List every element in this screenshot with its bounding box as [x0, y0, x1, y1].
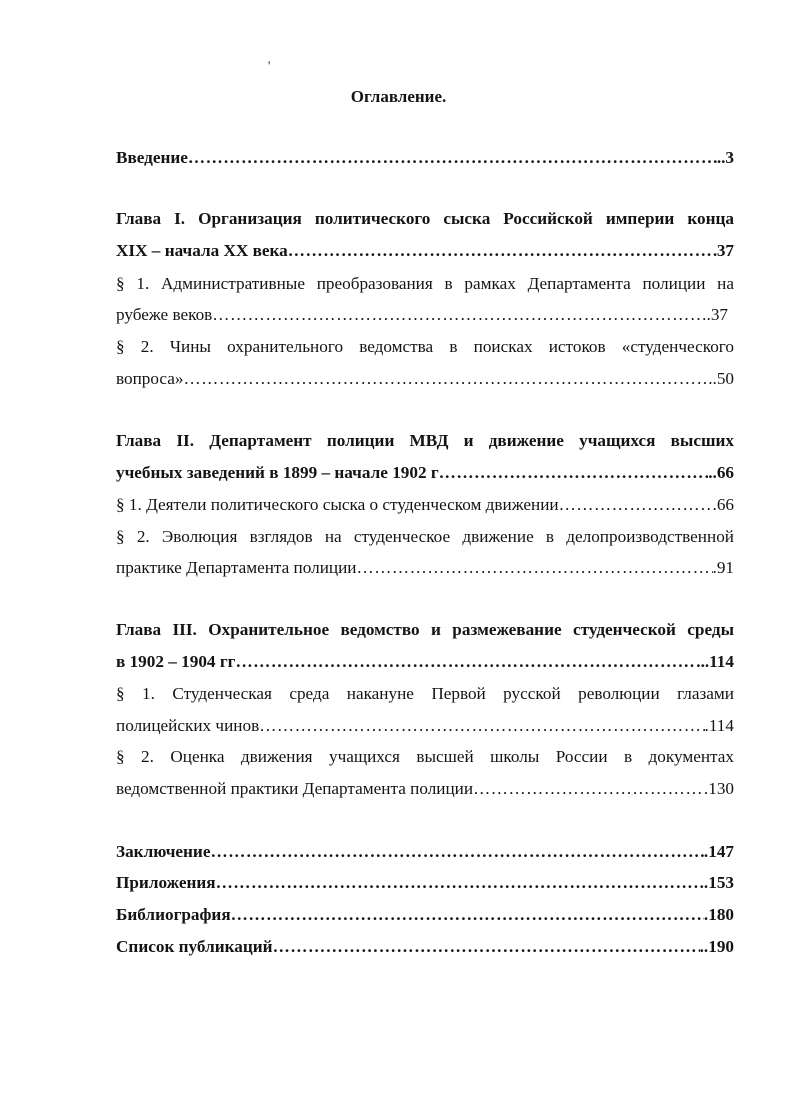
leader-dots: [231, 904, 704, 926]
leader-dots: [259, 715, 704, 737]
entry-page: 37: [716, 241, 734, 260]
leader-dots: [235, 651, 696, 673]
leader-dots: [473, 778, 704, 800]
toc-entry-conclusion: [116, 841, 734, 863]
entry-page: .180: [703, 905, 734, 924]
toc-chapter-2-heading-cont: [116, 462, 734, 484]
leader-dots: [210, 841, 703, 863]
entry-label: учебных заведений в 1899 – начале 1902 г: [116, 463, 439, 482]
leader-dots: [183, 368, 708, 390]
entry-label: в 1902 – 1904 гг: [116, 652, 236, 671]
toc-chapter-2-heading: Глава II. Департамент полиции МВД и движение учащихся высших: [116, 431, 734, 450]
entry-page: .114: [704, 716, 734, 735]
leader-dots: [357, 557, 713, 579]
toc-chapter-1-heading-cont: [116, 240, 734, 262]
stray-mark: ': [268, 58, 271, 73]
toc-chapter-3-heading: Глава III. Охранительное ведомство и размежевание студенческой среды: [116, 620, 734, 639]
leader-dots: [216, 872, 704, 894]
entry-page: .66: [712, 495, 734, 514]
entry-label: Введение: [116, 148, 188, 167]
entry-page: ..3: [716, 148, 734, 167]
toc-ch3-section-2-cont: [116, 778, 734, 800]
entry-label: § 1. Деятели политического сыска о студенческом движении: [116, 495, 559, 514]
toc-entry-publications: [116, 936, 734, 958]
leader-dots: [439, 462, 709, 484]
leader-dots: [188, 147, 717, 169]
toc-ch2-section-2-cont: [116, 557, 734, 579]
entry-page: .37: [706, 305, 728, 324]
toc-ch1-section-1-cont: [116, 304, 728, 326]
toc-chapter-1-heading: Глава I. Организация политического сыска Российской империи конца: [116, 209, 734, 228]
entry-label: практике Департамента полиции: [116, 558, 357, 577]
toc-chapter-3-heading-cont: [116, 651, 734, 673]
toc-ch2-section-2: § 2. Эволюция взглядов на студенческое движение в делопроизводственной: [116, 527, 734, 546]
entry-label: вопроса»: [116, 369, 184, 388]
toc-ch3-section-1-cont: [116, 715, 734, 737]
entry-page: .91: [712, 558, 734, 577]
leader-dots: [273, 936, 700, 958]
page-title: Оглавление.: [350, 87, 447, 106]
toc-ch3-section-1: § 1. Студенческая среда накануне Первой русской революции глазами: [116, 684, 734, 703]
entry-label: Заключение: [116, 842, 211, 861]
toc-ch1-section-2: § 2. Чины охранительного ведомства в поисках истоков «студенческого: [116, 337, 734, 356]
entry-page: ..50: [708, 369, 734, 388]
entry-page: .130: [703, 779, 734, 798]
entry-page: ..190: [699, 937, 734, 956]
toc-entry-bibliography: [116, 904, 734, 926]
toc-ch2-section-1: [116, 494, 734, 516]
toc-entry-appendices: [116, 872, 734, 894]
entry-label: ведомственной практики Департамента полиции: [116, 779, 474, 798]
entry-page: .153: [703, 873, 734, 892]
entry-label: полицейских чинов: [116, 716, 260, 735]
toc-ch1-section-1: § 1. Административные преобразования в рамках Департамента полиции на: [116, 274, 734, 293]
toc-entry-introduction: [116, 147, 734, 169]
entry-page: .147: [703, 842, 734, 861]
entry-page: ..66: [708, 463, 734, 482]
entry-label: рубеже веков: [116, 305, 213, 324]
toc-ch1-section-2-cont: [116, 368, 734, 390]
entry-label: XIX – начала XX века: [116, 241, 288, 260]
leader-dots: [288, 240, 717, 262]
entry-label: Библиография: [116, 905, 231, 924]
entry-label: Список публикаций: [116, 937, 273, 956]
entry-page: ...114: [696, 652, 734, 671]
entry-label: Приложения: [116, 873, 216, 892]
toc-ch3-section-2: § 2. Оценка движения учащихся высшей школы России в документах: [116, 747, 734, 766]
leader-dots: [559, 494, 713, 516]
leader-dots: [212, 304, 706, 326]
